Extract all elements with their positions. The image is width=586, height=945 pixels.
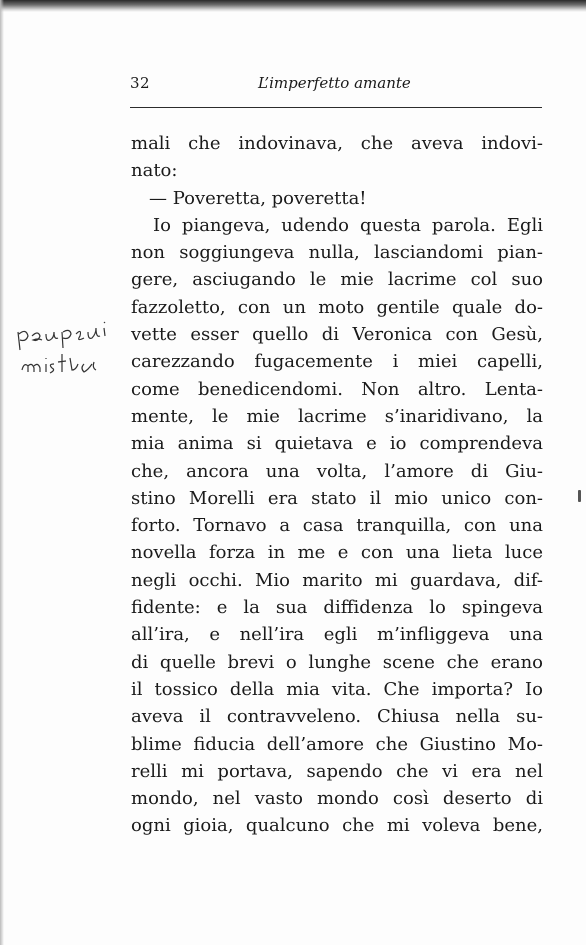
text-line: mondo, nel vasto mondo così deserto di	[131, 788, 543, 810]
header-rule	[130, 107, 542, 108]
running-title: L’imperfetto amante	[258, 74, 411, 92]
page-edge-mark	[578, 490, 581, 502]
text-line: carezzando fugacemente i miei capelli,	[131, 351, 543, 373]
page-top-edge	[0, 0, 586, 12]
text-line: — Poveretta, poveretta!	[149, 187, 367, 209]
text-line: mente, le mie lacrime s’inaridivano, la	[131, 405, 543, 427]
text-line: stino Morelli era stato il mio unico con-	[131, 487, 543, 509]
text-line: vette esser quello di Veronica con Gesù,	[131, 324, 543, 346]
handwritten-margin-note	[8, 298, 128, 388]
body-text	[131, 130, 543, 840]
text-line: non soggiungeva nulla, lasciandomi pian-	[131, 242, 543, 264]
page-number: 32	[130, 74, 151, 92]
text-line: come benedicendomi. Non altro. Lenta-	[131, 378, 543, 400]
text-line: mia anima si quietava e io comprendeva	[131, 433, 543, 455]
text-line: relli mi portava, sapendo che vi era nel	[131, 760, 543, 782]
text-line: Io piangeva, udendo questa parola. Egli	[153, 214, 543, 236]
text-line: forto. Tornavo a casa tranquilla, con una	[131, 515, 543, 537]
text-line: all’ira, e nell’ira egli m’infliggeva una	[131, 624, 543, 646]
text-line: che, ancora una volta, l’amore di Giu-	[131, 460, 543, 482]
page-header	[128, 74, 542, 98]
page-left-edge	[0, 0, 4, 945]
text-line: ogni gioia, qualcuno che mi voleva bene,	[131, 815, 543, 837]
text-line: negli occhi. Mio marito mi guardava, dif-	[131, 569, 543, 591]
text-line: blime fiducia dell’amore che Giustino Mo-	[131, 733, 543, 755]
text-line: fidente: e la sua diffidenza lo spingeva	[131, 597, 543, 619]
text-line: fazzoletto, con un moto gentile quale do-	[131, 296, 543, 318]
text-line: novella forza in me e con una lieta luce	[131, 542, 543, 564]
text-line: mali che indovinava, che aveva indovi-	[131, 133, 543, 154]
text-line: aveva il contravveleno. Chiusa nella su-	[131, 706, 543, 728]
text-line: il tossico della mia vita. Che importa? Io	[131, 678, 543, 700]
text-line: nato:	[131, 160, 178, 182]
text-line: gere, asciugando le mie lacrime col suo	[131, 269, 543, 291]
text-line: di quelle brevi o lunghe scene che erano	[131, 651, 543, 673]
